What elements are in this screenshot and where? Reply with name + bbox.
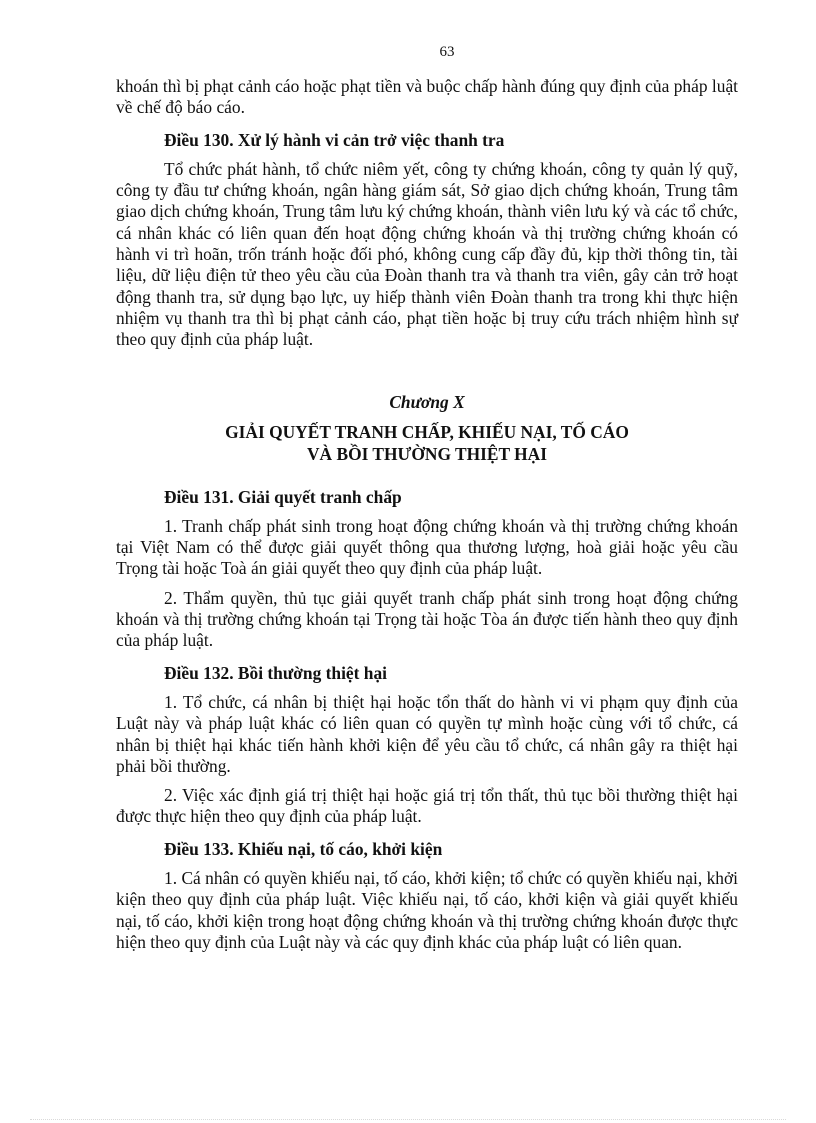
chapter-label: Chương X <box>389 391 465 412</box>
article-132-title: Điều 132. Bồi thường thiệt hại <box>164 662 387 683</box>
article-130-body: Tổ chức phát hành, tổ chức niêm yết, công ty chứng khoán, công ty quản lý quỹ, công ty đầu tư chứng khoán, ngân hàng giám sát, Sở giao dịch chứng khoán, Trung tâm giao dịch chứng khoán, Trung tâm lưu ký chứng khoán, thành viên lưu ký và các tổ chức, cá nhân khác có liên quan đến hoạt động chứng khoán và thị trường chứng khoán có hành vi trì hoãn, trốn tránh hoặc đối phó, không cung cấp đầy đủ, kịp thời thông tin, tài liệu, dữ liệu điện tử theo yêu cầu của Đoàn thanh tra và thanh tra viên, gây cản trở hoạt động thanh tra, sử dụng bạo lực, uy hiếp thành viên Đoàn thanh tra trong khi thực hiện nhiệm vụ thanh tra thì bị phạt cảnh cáo, phạt tiền hoặc bị truy cứu trách nhiệm hình sự theo quy định của pháp luật. <box>116 158 738 350</box>
article-132-paragraph-1: 1. Tổ chức, cá nhân bị thiệt hại hoặc tổn thất do hành vi vi phạm quy định của Luật này và pháp luật khác có liên quan có quyền tự mình hoặc cùng với tổ chức, cá nhân bị thiệt hại khác tiến hành khởi kiện để yêu cầu tổ chức, cá nhân gây ra thiệt hại phải bồi thường. <box>116 691 738 776</box>
article-133-title: Điều 133. Khiếu nại, tố cáo, khởi kiện <box>164 838 443 859</box>
article-133-paragraph-1: 1. Cá nhân có quyền khiếu nại, tố cáo, khởi kiện; tổ chức có quyền khiếu nại, khởi kiện theo quy định của pháp luật. Việc khiếu nại, tố cáo, khởi kiện và giải quyết khiếu nại, tố cáo, khởi kiện trong hoạt động chứng khoán và thị trường chứng khoán được thực hiện theo quy định của Luật này và các quy định khác của pháp luật có liên quan. <box>116 868 738 952</box>
article-131-title: Điều 131. Giải quyết tranh chấp <box>164 486 402 507</box>
chapter-title-line-1: GIẢI QUYẾT TRANH CHẤP, KHIẾU NẠI, TỐ CÁO <box>225 421 629 442</box>
article-131-paragraph-2: 2. Thẩm quyền, thủ tục giải quyết tranh chấp phát sinh trong hoạt động chứng khoán và thị trường chứng khoán tại Trọng tài hoặc Tòa án được tiến hành theo quy định của pháp luật. <box>116 587 738 651</box>
article-132-paragraph-2: 2. Việc xác định giá trị thiệt hại hoặc giá trị tổn thất, thủ tục bồi thường thiệt hại được thực hiện theo quy định của pháp luật. <box>116 785 738 827</box>
continuation-paragraph: khoán thì bị phạt cảnh cáo hoặc phạt tiền và buộc chấp hành đúng quy định của pháp luật về chế độ báo cáo. <box>116 76 738 118</box>
article-131-paragraph-1: 1. Tranh chấp phát sinh trong hoạt động chứng khoán và thị trường chứng khoán tại Việt Nam có thể được giải quyết thông qua thương lượng, hoà giải hoặc yêu cầu Trọng tài hoặc Toà án giải quyết theo quy định của pháp luật. <box>116 515 738 579</box>
chapter-title <box>116 421 738 465</box>
page-number: 63 <box>439 44 455 60</box>
article-130-title: Điều 130. Xử lý hành vi cản trở việc thanh tra <box>164 129 505 150</box>
document-page <box>116 40 738 953</box>
page-bottom-divider <box>30 1119 786 1120</box>
chapter-title-line-2: VÀ BỒI THƯỜNG THIỆT HẠI <box>307 443 547 464</box>
